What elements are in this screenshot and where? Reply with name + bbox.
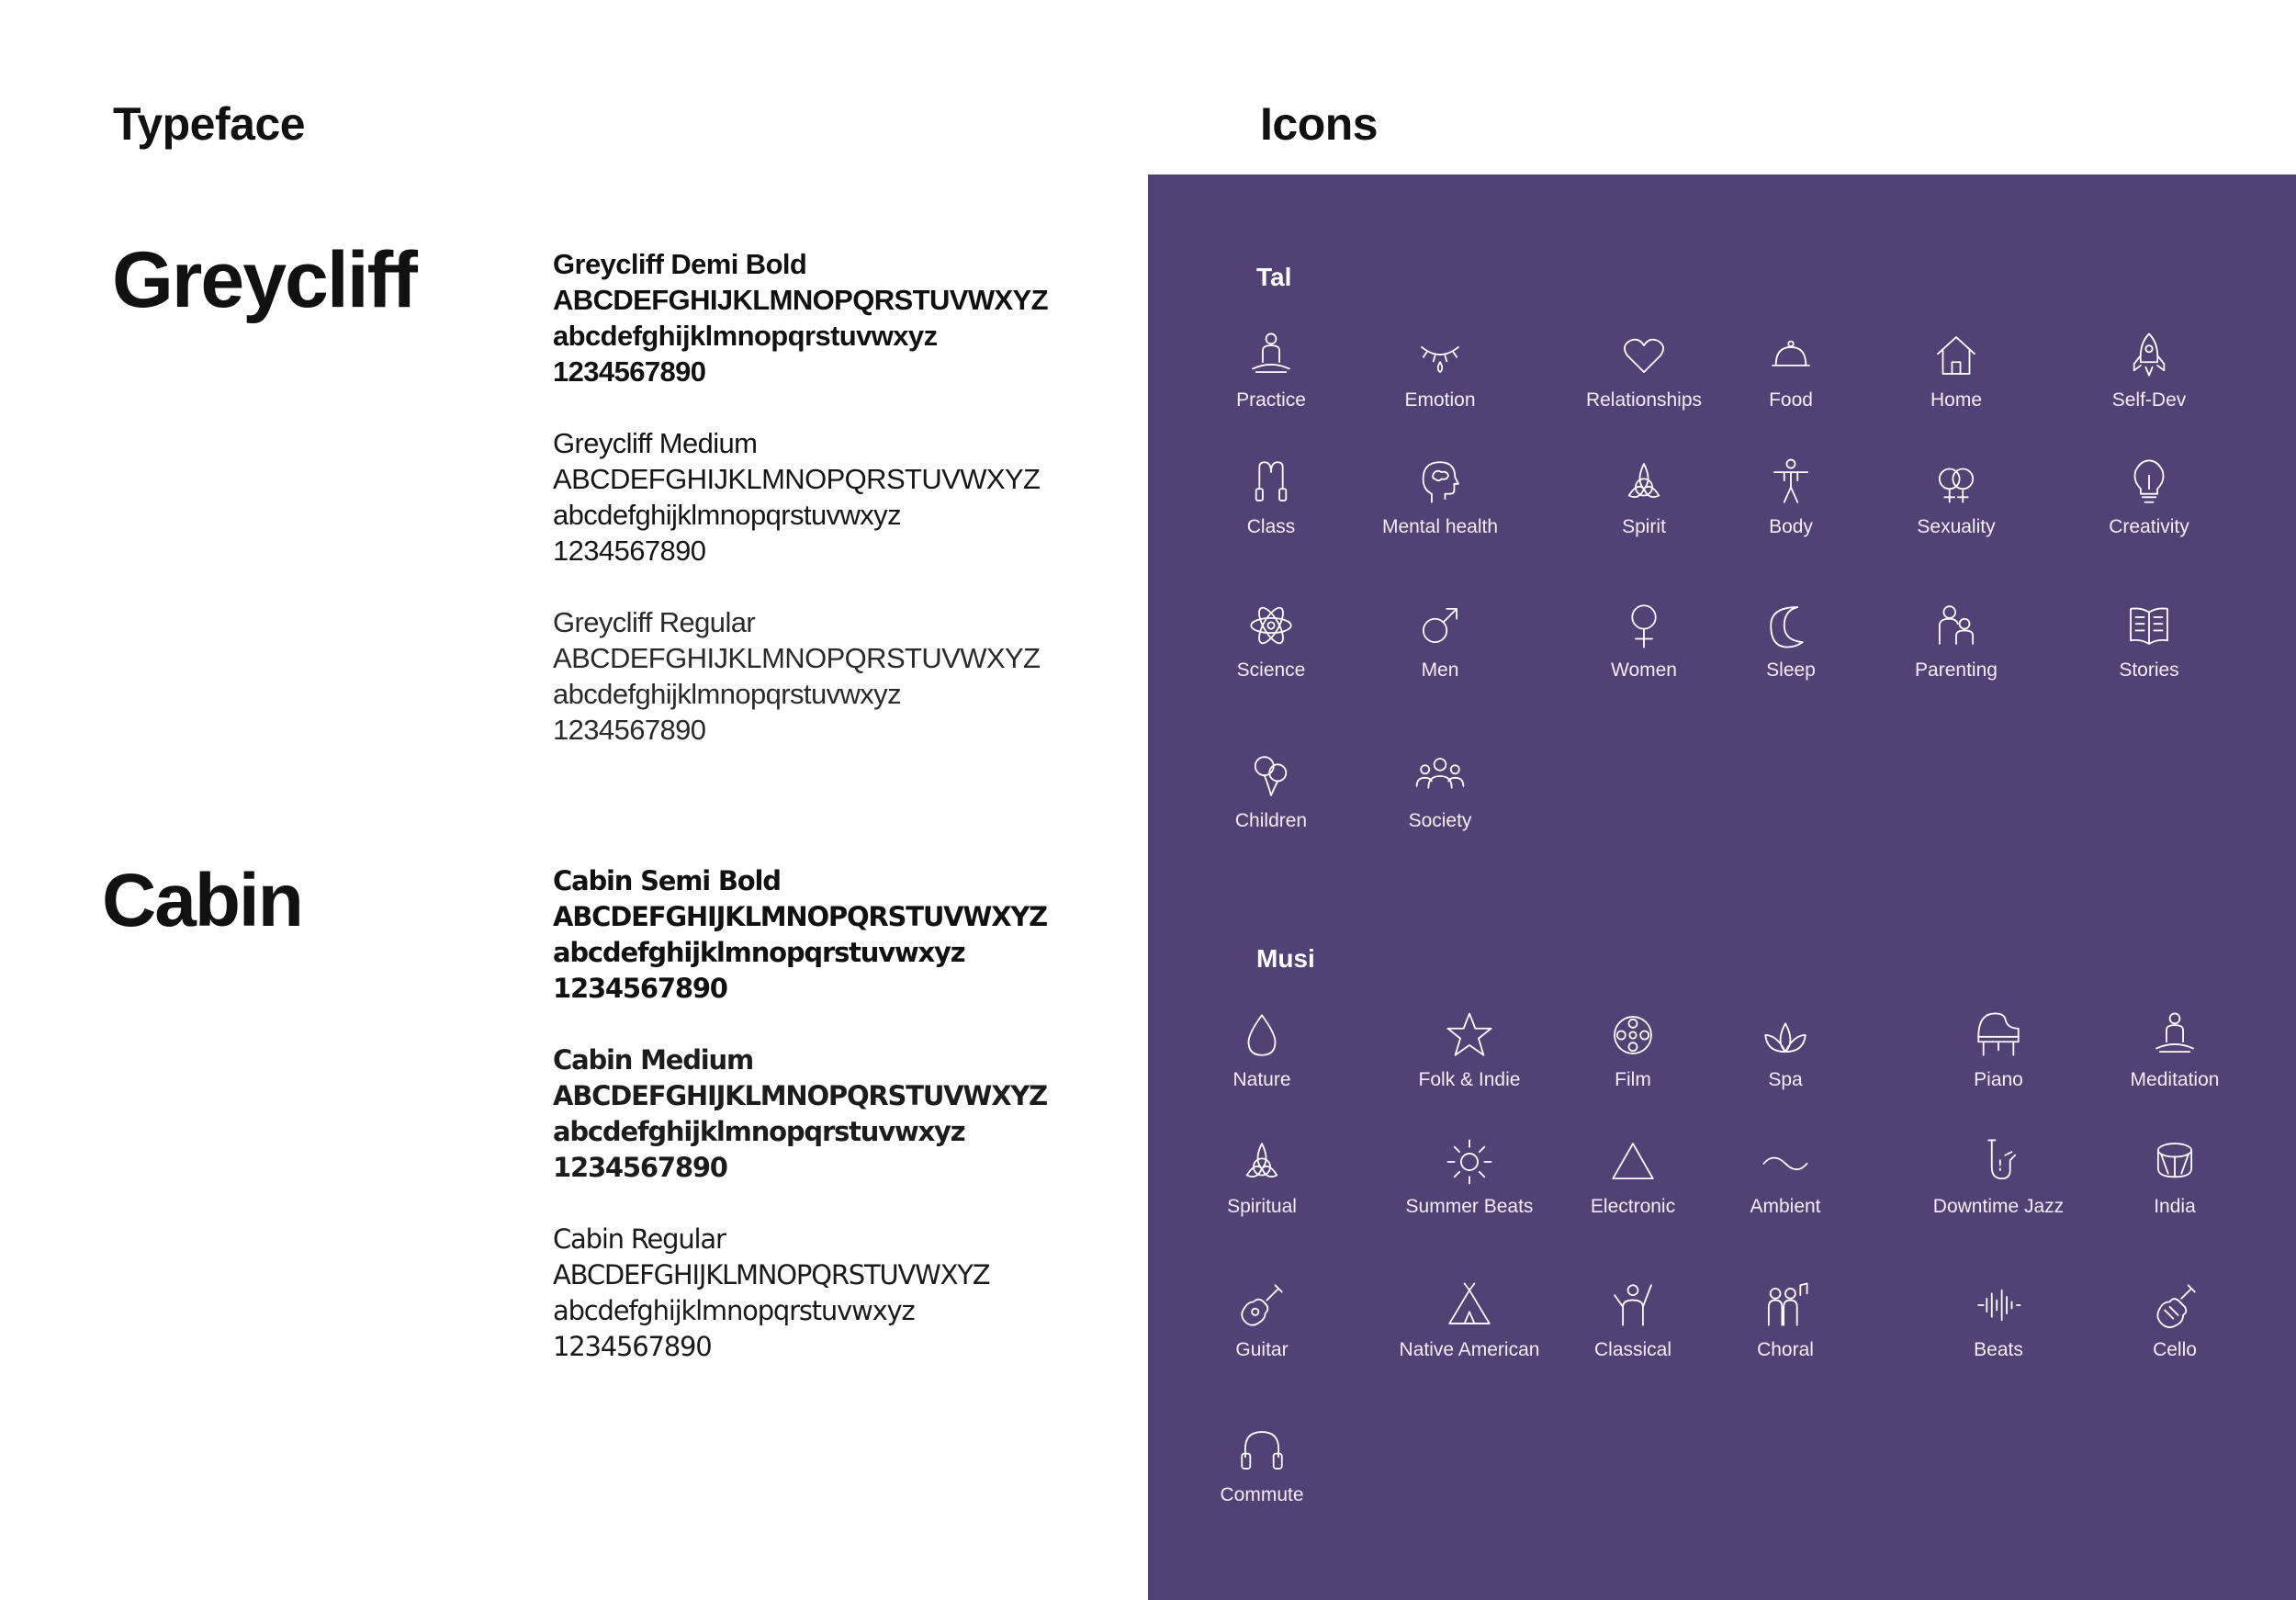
icon-tile-practice xyxy=(1179,329,1363,411)
conductor-icon xyxy=(1606,1279,1660,1332)
icon-label: Sexuality xyxy=(1917,516,1996,537)
film-reel-icon xyxy=(1606,1008,1660,1062)
icon-label: Society xyxy=(1408,810,1472,831)
weight-spec-greycliff-demibold xyxy=(553,246,1067,389)
icon-tile-men xyxy=(1348,599,1532,682)
icon-tile-cello xyxy=(2083,1279,2267,1361)
icon-tile-guitar xyxy=(1170,1279,1354,1361)
digits-sample: 1234567890 xyxy=(553,714,706,746)
lotus-icon xyxy=(1759,1008,1812,1062)
digits-sample: 1234567890 xyxy=(553,1331,712,1362)
uppercase-sample: ABCDEFGHIJKLMNOPQRSTUVWXYZ xyxy=(553,642,1041,674)
icon-tile-downtime-jazz xyxy=(1907,1135,2090,1218)
icon-label: Self-Dev xyxy=(2111,389,2187,411)
star-icon xyxy=(1443,1008,1496,1062)
icon-label: Commute xyxy=(1220,1484,1304,1505)
icon-tile-nature xyxy=(1170,1008,1354,1091)
triquetra-icon xyxy=(1617,456,1671,509)
headphones-icon xyxy=(1235,1424,1289,1477)
icon-label: Food xyxy=(1769,389,1813,411)
icon-tile-commute xyxy=(1170,1424,1354,1506)
icons-heading: Icons xyxy=(1260,98,1379,150)
icon-tile-class xyxy=(1179,456,1363,538)
weight-title: Cabin Semi Bold xyxy=(553,865,781,896)
human-figure-icon xyxy=(1764,456,1818,509)
uppercase-sample: ABCDEFGHIJKLMNOPQRSTUVWXYZ xyxy=(553,1259,990,1290)
balloons-icon xyxy=(1244,749,1298,803)
icon-label: Cello xyxy=(2153,1339,2197,1360)
icon-label: Ambient xyxy=(1750,1196,1821,1217)
digits-sample: 1234567890 xyxy=(553,535,706,567)
icon-tile-spiritual xyxy=(1170,1135,1354,1218)
rocket-icon xyxy=(2122,329,2176,382)
icon-tile-children xyxy=(1179,749,1363,832)
icon-tile-summer-beats xyxy=(1378,1135,1561,1218)
lowercase-sample: abcdefghijklmnopqrstuvwxyz xyxy=(553,937,965,968)
icon-label: Home xyxy=(1930,389,1983,411)
icon-label: Electronic xyxy=(1590,1196,1676,1217)
icon-tile-mental-health xyxy=(1348,456,1532,538)
triangle-icon xyxy=(1606,1135,1660,1189)
uppercase-sample: ABCDEFGHIJKLMNOPQRSTUVWXYZ xyxy=(553,463,1041,495)
lowercase-sample: abcdefghijklmnopqrstuvwxyz xyxy=(553,678,901,710)
digits-sample: 1234567890 xyxy=(553,1152,727,1183)
section-title-tal: Tal xyxy=(1256,263,1292,291)
section-title-musi: Musi xyxy=(1256,944,1315,973)
icon-tile-body xyxy=(1699,456,1883,538)
weight-title: Greycliff Regular xyxy=(553,606,756,638)
weight-title: Cabin Medium xyxy=(553,1044,753,1076)
gender-rings-icon xyxy=(1930,456,1983,509)
icon-tile-native-american xyxy=(1378,1279,1561,1361)
uppercase-sample: ABCDEFGHIJKLMNOPQRSTUVWXYZ xyxy=(553,901,1047,932)
icon-tile-emotion xyxy=(1348,329,1532,411)
icon-tile-self-dev xyxy=(2057,329,2241,411)
house-icon xyxy=(1930,329,1983,382)
icon-label: Spiritual xyxy=(1227,1196,1297,1217)
atom-icon xyxy=(1244,599,1298,652)
icon-tile-beats xyxy=(1907,1279,2090,1361)
icon-label: Meditation xyxy=(2130,1069,2220,1090)
family-name-greycliff: Greycliff xyxy=(112,236,416,324)
moon-icon xyxy=(1764,599,1818,652)
icon-tile-creativity xyxy=(2057,456,2241,538)
drum-icon xyxy=(2148,1135,2201,1189)
weight-title: Cabin Regular xyxy=(553,1223,726,1255)
icon-label: Film xyxy=(1615,1069,1651,1090)
icon-tile-spa xyxy=(1694,1008,1877,1091)
lowercase-sample: abcdefghijklmnopqrstuvwxyz xyxy=(553,320,938,352)
uppercase-sample: ABCDEFGHIJKLMNOPQRSTUVWXYZ xyxy=(553,1080,1047,1111)
icon-tile-stories xyxy=(2057,599,2241,682)
parent-child-icon xyxy=(1930,599,1983,652)
icon-label: Children xyxy=(1234,810,1308,831)
weight-title: Greycliff Demi Bold xyxy=(553,248,807,280)
icon-tile-sleep xyxy=(1699,599,1883,682)
icon-label: Piano xyxy=(1974,1069,2023,1090)
icon-panel xyxy=(1148,175,2296,1600)
weight-spec-greycliff-medium xyxy=(553,425,1067,569)
icon-label: Parenting xyxy=(1915,659,1998,681)
icon-tile-india xyxy=(2083,1135,2267,1218)
icon-tile-home xyxy=(1864,329,2048,411)
icon-label: Native American xyxy=(1399,1339,1540,1360)
typeface-heading: Typeface xyxy=(113,98,306,150)
wave-icon xyxy=(1759,1135,1812,1189)
grand-piano-icon xyxy=(1972,1008,2025,1062)
uppercase-sample: ABCDEFGHIJKLMNOPQRSTUVWXYZ xyxy=(553,284,1048,316)
cello-icon xyxy=(2148,1279,2201,1332)
icon-tile-ambient xyxy=(1694,1135,1877,1218)
weight-spec-cabin-semibold xyxy=(553,863,1067,1007)
icon-tile-choral xyxy=(1694,1279,1877,1361)
soundwave-icon xyxy=(1972,1279,2025,1332)
icon-label: Science xyxy=(1236,659,1306,681)
icon-label: Men xyxy=(1421,659,1459,681)
icon-tile-parenting xyxy=(1864,599,2048,682)
cloche-icon xyxy=(1764,329,1818,382)
saxophone-icon xyxy=(1972,1135,2025,1189)
icon-label: Mental health xyxy=(1381,516,1499,537)
open-book-icon xyxy=(2122,599,2176,652)
lightbulb-icon xyxy=(2122,456,2176,509)
icon-tile-society xyxy=(1348,749,1532,832)
icon-tile-food xyxy=(1699,329,1883,411)
icon-label: Creativity xyxy=(2109,516,2189,537)
digits-sample: 1234567890 xyxy=(553,973,727,1004)
icon-label: Relationships xyxy=(1585,389,1703,411)
lowercase-sample: abcdefghijklmnopqrstuvwxyz xyxy=(553,1116,965,1147)
weight-spec-cabin-medium xyxy=(553,1042,1067,1186)
heart-icon xyxy=(1617,329,1671,382)
icon-tile-folk-and-indie xyxy=(1378,1008,1561,1091)
lowercase-sample: abcdefghijklmnopqrstuvwxyz xyxy=(553,499,901,531)
icon-label: Guitar xyxy=(1235,1339,1289,1360)
head-brain-icon xyxy=(1413,456,1467,509)
icon-tile-science xyxy=(1179,599,1363,682)
jump-rope-icon xyxy=(1244,456,1298,509)
male-symbol-icon xyxy=(1413,599,1467,652)
icon-label: Class xyxy=(1246,516,1296,537)
icon-tile-sexuality xyxy=(1864,456,2048,538)
weight-spec-greycliff-regular xyxy=(553,604,1067,748)
group-icon xyxy=(1413,749,1467,803)
meditation-icon xyxy=(2148,1008,2201,1062)
icon-label: Beats xyxy=(1974,1339,2023,1360)
icon-label: Choral xyxy=(1757,1339,1814,1360)
choir-icon xyxy=(1759,1279,1812,1332)
icon-label: Sleep xyxy=(1766,659,1816,681)
weight-spec-cabin-regular xyxy=(553,1222,1067,1365)
icon-label: Folk & Indie xyxy=(1418,1069,1521,1090)
icon-label: Practice xyxy=(1236,389,1306,411)
female-symbol-icon xyxy=(1617,599,1671,652)
icon-label: Emotion xyxy=(1404,389,1476,411)
sun-icon xyxy=(1443,1135,1496,1189)
weight-title: Greycliff Medium xyxy=(553,427,758,459)
icon-label: Downtime Jazz xyxy=(1932,1196,2065,1217)
icon-label: Women xyxy=(1611,659,1677,681)
digits-sample: 1234567890 xyxy=(553,355,706,388)
guitar-icon xyxy=(1235,1279,1289,1332)
icon-label: Summer Beats xyxy=(1405,1196,1534,1217)
teepee-icon xyxy=(1443,1279,1496,1332)
water-drop-icon xyxy=(1235,1008,1289,1062)
icon-label: Classical xyxy=(1593,1339,1672,1360)
lowercase-sample: abcdefghijklmnopqrstuvwxyz xyxy=(553,1295,915,1326)
eye-tear-icon xyxy=(1413,329,1467,382)
meditation-icon xyxy=(1244,329,1298,382)
icon-label: Stories xyxy=(2119,659,2179,681)
icon-label: Spirit xyxy=(1622,516,1666,537)
triquetra-icon xyxy=(1235,1135,1289,1189)
icon-label: Body xyxy=(1769,516,1813,537)
icon-tile-piano xyxy=(1907,1008,2090,1091)
icon-tile-meditation xyxy=(2083,1008,2267,1091)
icon-label: India xyxy=(2154,1196,2196,1217)
family-name-cabin: Cabin xyxy=(102,859,302,942)
icon-label: Spa xyxy=(1768,1069,1803,1090)
icon-label: Nature xyxy=(1232,1069,1291,1090)
